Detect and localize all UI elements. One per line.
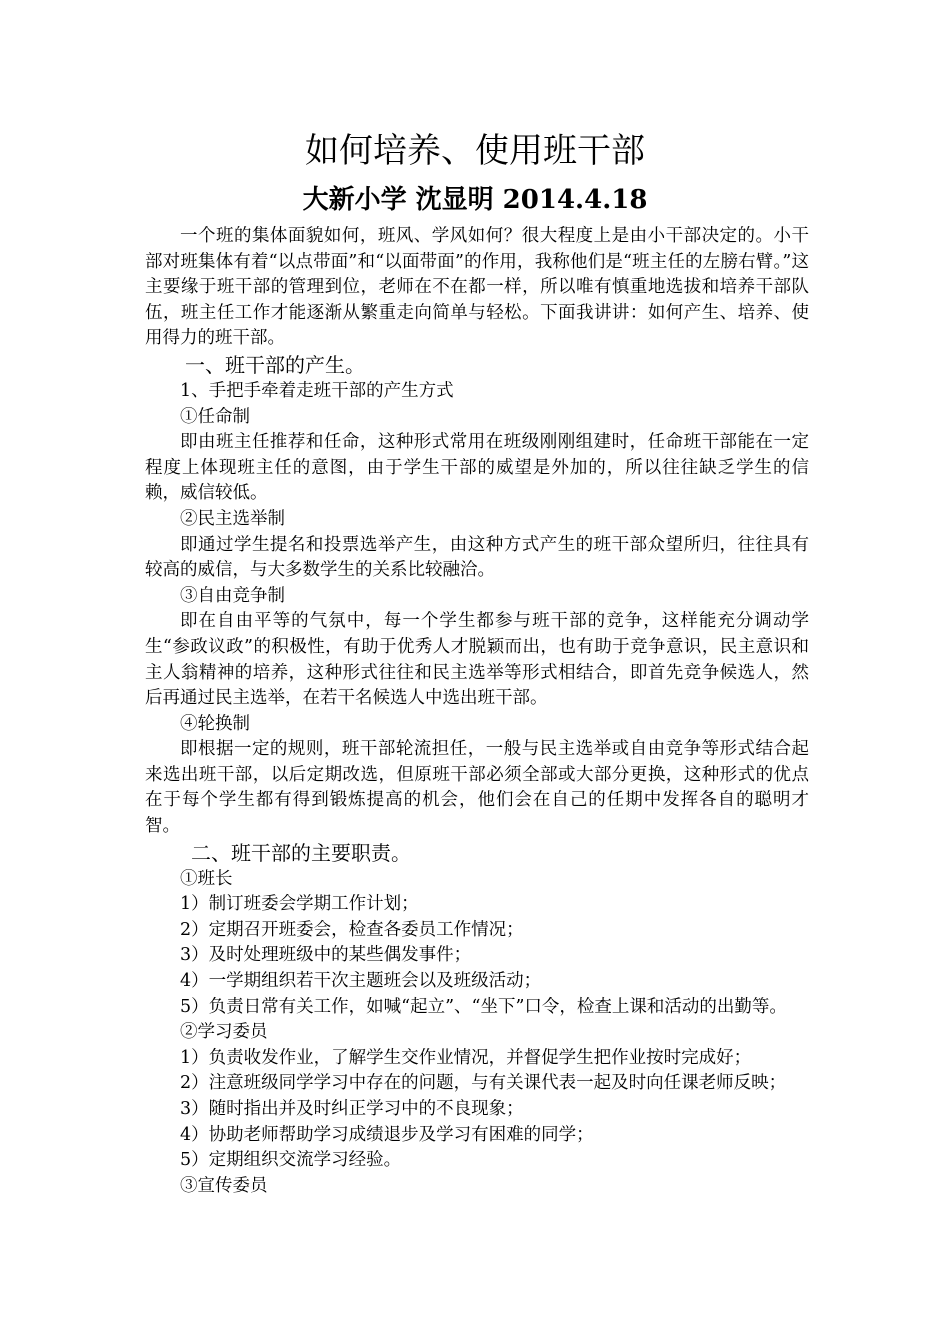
item-heading: ④轮换制 [180, 713, 250, 734]
item-heading: ①班长 [180, 868, 233, 889]
item-heading: ②民主选举制 [180, 508, 285, 529]
body-paragraph: 即通过学生提名和投票选举产生，由这种方式产生的班干部众望所归，往往具有较高的威信，与大多数学生的关系比较融洽。 [145, 534, 809, 581]
body-paragraph: 即根据一定的规则，班干部轮流担任，一般与民主选举或自由竞争等形式结合起来选出班干部，以后定期改选，但原班干部必须全部或大部分更换，这种形式的优点在于每个学生都有得到锻炼提高的机会，他们会在自己的任期中发挥各自的聪明才智。 [145, 739, 809, 837]
list-item: 2）注意班级同学学习中存在的问题，与有关课代表一起及时向任课老师反映； [180, 1073, 787, 1094]
list-item: 3）随时指出并及时纠正学习中的不良现象； [180, 1099, 524, 1119]
list-item: 1）负责收发作业，了解学生交作业情况，并督促学生把作业按时完成好； [180, 1047, 752, 1068]
list-item: 3）及时处理班级中的某些偶发事件； [180, 945, 472, 966]
section-heading: 二、班干部的主要职责。 [191, 840, 411, 865]
section-heading: 一、班干部的产生。 [185, 352, 365, 377]
document-body [145, 224, 809, 1199]
list-item: 4）协助老师帮助学习成绩退步及学习有困难的同学； [180, 1124, 594, 1145]
subsection-heading: 1、手把手牵着走班干部的产生方式 [180, 380, 454, 401]
document-title: 如何培养、使用班干部 [305, 131, 645, 171]
list-item: 4）一学期组织若干次主题班会以及班级活动； [180, 971, 542, 992]
list-item: 1）制订班委会学期工作计划； [180, 894, 419, 915]
list-item: 5）负责日常有关工作，如喊“起立”、“坐下”口令，检查上课和活动的出勤等。 [180, 996, 787, 1017]
list-item: 5）定期组织交流学习经验。 [180, 1150, 402, 1171]
item-heading: ③自由竞争制 [180, 585, 285, 606]
intro-paragraph: 一个班的集体面貌如何，班风、学风如何？很大程度上是由小干部决定的。小干部对班集体有着“以点带面”和“以面带面”的作用，我称他们是“班主任的左膀右臂。”这主要缘于班干部的管理到位，老师在不在都一样，所以唯有慎重地选拔和培养干部队伍，班主任工作才能逐渐从繁重走向简单与轻松。下面我讲讲：如何产生、培养、使用得力的班干部。 [145, 226, 809, 349]
item-heading: ②学习委员 [180, 1022, 268, 1043]
body-paragraph: 即在自由平等的气氛中，每一个学生都参与班干部的竞争，这样能充分调动学生“参政议政”的积极性，有助于优秀人才脱颖而出，也有助于竞争意识，民主意识和主人翁精神的培养，这种形式往往和民主选举等形式相结合，即首先竞争候选人，然后再通过民主选举，在若干名候选人中选出班干部。 [145, 611, 809, 709]
document-subtitle: 大新小学 沈显明 2014.4.18 [302, 185, 648, 215]
item-heading: ③宣传委员 [180, 1175, 268, 1196]
item-heading: ①任命制 [180, 406, 250, 427]
list-item: 2）定期召开班委会，检查各委员工作情况； [180, 919, 524, 940]
body-paragraph: 即由班主任推荐和任命，这种形式常用在班级刚刚组建时，任命班干部能在一定程度上体现班主任的意图，由于学生干部的威望是外加的，所以往往缺乏学生的信赖，威信较低。 [145, 432, 809, 504]
